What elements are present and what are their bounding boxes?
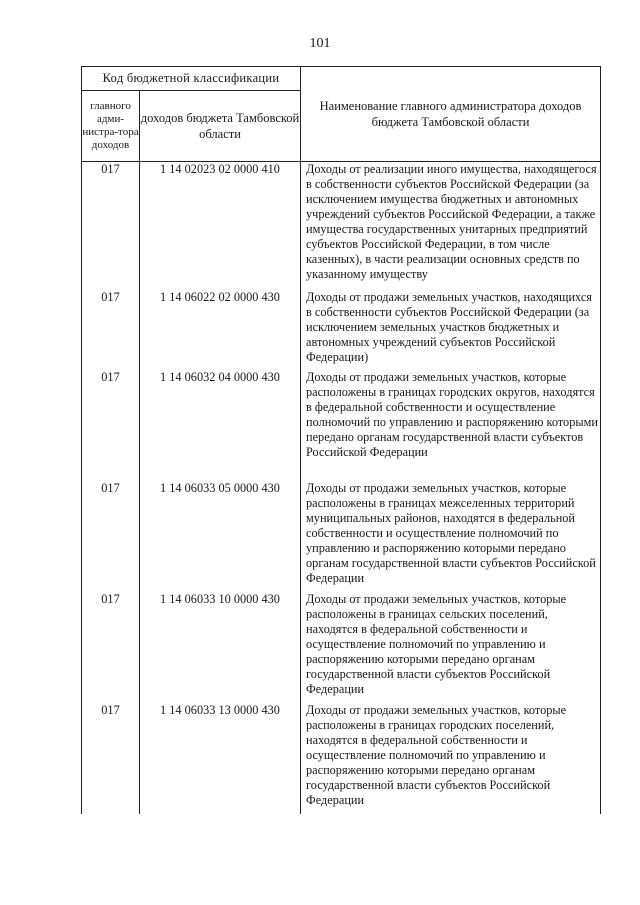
income-description: Доходы от продажи земельных участков, находящихся в собственности субъектов Российской Федерации (за исключением земельных участков бюджетных и автономных учреждений субъектов Российской Федерации) — [301, 290, 601, 370]
administrator-code: 017 — [82, 481, 140, 592]
income-code: 1 14 02023 02 0000 410 — [140, 162, 301, 290]
table-row — [82, 592, 601, 703]
administrator-code: 017 — [82, 370, 140, 481]
table-row — [82, 703, 601, 814]
income-code: 1 14 06033 05 0000 430 — [140, 481, 301, 592]
main-administrator-header: главного адми-нистра-тора доходов — [82, 91, 140, 162]
budget-classification-header: Код бюджетной классификации — [82, 67, 301, 91]
table-row — [82, 481, 601, 592]
income-description: Доходы от продажи земельных участков, которые расположены в границах городских поселений, находятся в федеральной собственности и осуществление полномочий по управлению и распоряжению которыми передано органам государственной власти субъектов Российской Федерации — [301, 703, 601, 814]
table-row — [82, 162, 601, 290]
table-row — [82, 370, 601, 481]
administrator-code: 017 — [82, 290, 140, 370]
income-code: 1 14 06033 13 0000 430 — [140, 703, 301, 814]
administrator-code: 017 — [82, 592, 140, 703]
income-description: Доходы от продажи земельных участков, которые расположены в границах сельских поселений, находятся в федеральной собственности и осуществление полномочий по управлению и распоряжению которыми передано органам государственной власти субъектов Российской Федерации — [301, 592, 601, 703]
income-description: Доходы от реализации иного имущества, находящегося в собственности субъектов Российской Федерации (за исключением имущества бюджетных и автономных учреждений субъектов Российской Федерации, а также имущества государственных унитарных предприятий субъектов Российской Федерации, в том числе казенных), в части реализации основных средств по указанному имуществу — [301, 162, 601, 290]
page-number: 101 — [309, 36, 331, 51]
income-code: 1 14 06032 04 0000 430 — [140, 370, 301, 481]
income-code: 1 14 06033 10 0000 430 — [140, 592, 301, 703]
income-description: Доходы от продажи земельных участков, которые расположены в границах межселенных территорий муниципальных районов, находятся в федеральной собственности и осуществление полномочий по управлению и распоряжению которыми передано органам государственной власти субъектов Российской Федерации — [301, 481, 601, 592]
income-description: Доходы от продажи земельных участков, которые расположены в границах городских округов, находятся в федеральной собственности и осуществление полномочий по управлению и распоряжению которыми передано органам государственной власти субъектов Российской Федерации — [301, 370, 601, 481]
administrator-code: 017 — [82, 703, 140, 814]
income-code: 1 14 06022 02 0000 430 — [140, 290, 301, 370]
table-row — [82, 290, 601, 370]
administrator-code: 017 — [82, 162, 140, 290]
budget-classification-table — [81, 66, 601, 814]
administrator-name-header: Наименование главного администратора доходов бюджета Тамбовской области — [301, 67, 601, 162]
regional-income-header: доходов бюджета Тамбовской области — [140, 91, 301, 162]
